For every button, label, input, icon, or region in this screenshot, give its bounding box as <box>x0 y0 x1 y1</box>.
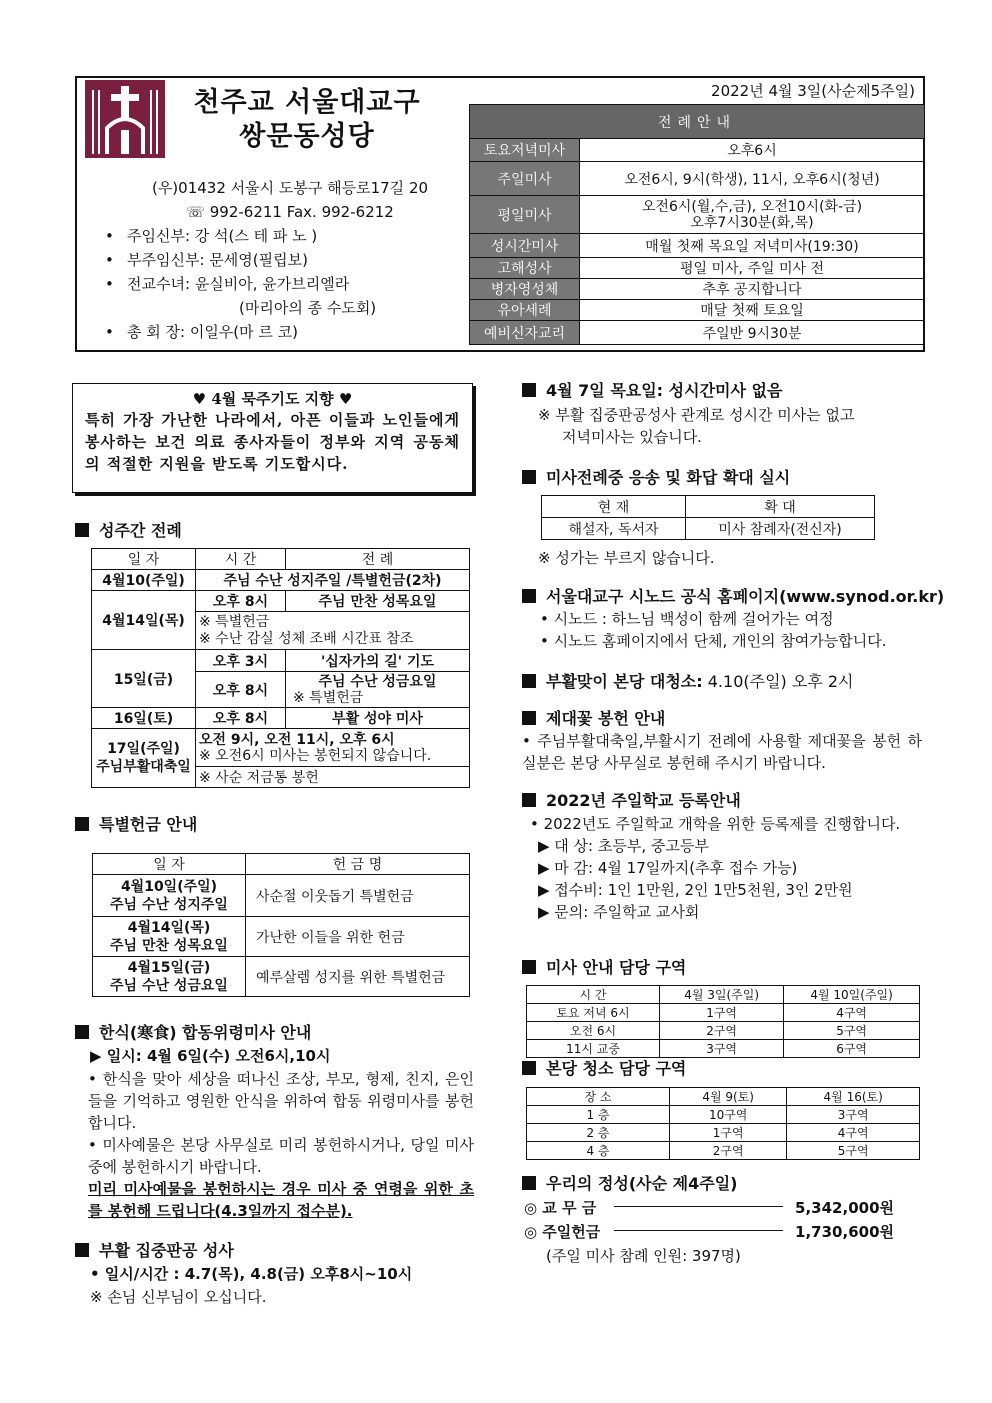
table-cell: 4구역 <box>787 1124 920 1142</box>
square-bullet-icon <box>75 817 89 831</box>
liturgy-key: 유아세례 <box>470 300 580 321</box>
paragraph: • 미사예물은 본당 사무실로 미리 봉헌하시거나, 당일 미사 중에 봉헌하시기 바랍니다. <box>88 1136 474 1176</box>
table-cell: 4월10(주일) <box>92 570 196 591</box>
mass-guide-table <box>526 985 920 1058</box>
finance-heading <box>522 1171 737 1194</box>
liturgy-value-line: 오후7시30분(화,목) <box>690 214 814 231</box>
offering-table <box>92 853 470 997</box>
list-item: ▶ 접수비: 1인 1만원, 2인 1만5천원, 3인 2만원 <box>538 881 853 899</box>
holy-hour-note <box>538 404 918 448</box>
table-cell: 미사 참례자(전신자) <box>686 518 875 540</box>
table-cell <box>196 729 470 767</box>
table-cell: 2 층 <box>527 1124 670 1142</box>
synod-heading <box>522 584 944 607</box>
offering-heading <box>75 812 197 835</box>
table-cell <box>93 875 246 917</box>
confession-time: • 일시/시간 : 4.7(목), 4.8(금) 오후8시~10시 <box>90 1265 413 1283</box>
finance-label: ◎ 교 무 금 <box>524 1199 597 1217</box>
table-cell: 11시 교중 <box>527 1040 660 1058</box>
response-note: ※ 성가는 부르지 않습니다. <box>538 549 715 567</box>
liturgy-value: 오전6시, 9시(학생), 11시, 오후6시(청년) <box>580 162 925 196</box>
table-header: 시 간 <box>196 549 286 570</box>
parish-title-line2: 쌍문동성당 <box>239 121 375 152</box>
table-header: 장 소 <box>527 1088 670 1106</box>
table-cell: 5구역 <box>787 1142 920 1160</box>
table-header: 4월 10일(주일) <box>784 986 920 1004</box>
confession-note: ※ 손님 신부님이 오십니다. <box>90 1288 267 1306</box>
table-text: 오전 9시, 오전 11시, 오후 6시 <box>199 731 395 748</box>
square-bullet-icon <box>522 1176 536 1190</box>
table-cell: 1구역 <box>660 1004 784 1022</box>
list-item: • 2022년도 주일학교 개학을 위한 등록제를 진행합니다. <box>530 815 901 833</box>
table-cell: 2구역 <box>660 1022 784 1040</box>
cleaning-time: 4.10(주일) 오후 2시 <box>707 672 854 691</box>
liturgy-title: 전례안내 <box>470 105 925 139</box>
table-cell: 2구역 <box>670 1142 787 1160</box>
finance-label: ◎ 주일헌금 <box>524 1223 601 1241</box>
square-bullet-icon <box>522 1061 536 1075</box>
liturgy-key: 평일미사 <box>470 196 580 234</box>
liturgy-value: 주일반 9시30분 <box>580 321 925 345</box>
table-note: ※ 특별헌금 <box>293 689 364 706</box>
table-cell: 1구역 <box>670 1124 787 1142</box>
table-text: 주님 수난 성금요일 <box>110 977 228 994</box>
table-cell <box>92 729 196 788</box>
square-bullet-icon <box>522 711 536 725</box>
table-text: 주님 만찬 성목요일 <box>110 937 228 954</box>
liturgy-key: 고해성사 <box>470 258 580 279</box>
table-cell: 10구역 <box>670 1106 787 1124</box>
section-title: 서울대교구 시노드 공식 홈페이지(www.synod.or.kr) <box>546 587 945 606</box>
table-header: 시 간 <box>527 986 660 1004</box>
list-item: • 시노드 : 하느님 백성이 함께 걸어가는 여정 <box>540 610 834 628</box>
table-cell: 15일(금) <box>92 650 196 708</box>
liturgy-value: 오후6시 <box>580 139 925 162</box>
section-title: 한식(寒食) 합동위령미사 안내 <box>99 1023 312 1042</box>
table-note: ※ 오전6시 미사는 봉헌되지 않습니다. <box>199 747 432 764</box>
leader-line <box>614 1230 783 1231</box>
table-cell: 6구역 <box>784 1040 920 1058</box>
mass-guide-heading <box>522 955 686 978</box>
staff-item: • 부주임신부: 문세영(필립보) <box>105 248 475 272</box>
table-text: 4월14일(목) <box>127 919 211 936</box>
table-header: 일 자 <box>92 549 196 570</box>
holy-week-heading <box>75 518 182 541</box>
staff-item: • 전교수녀: 윤실비아, 윤가브리엘라 <box>105 272 475 296</box>
table-cell: 4구역 <box>784 1004 920 1022</box>
bulletin-header <box>75 76 925 352</box>
finance-value: 1,730,600원 <box>795 1223 894 1241</box>
staff-item: • 주임신부: 강 석(스 테 파 노 ) <box>105 224 475 248</box>
liturgy-key: 예비신자교리 <box>470 321 580 345</box>
parish-title-line1: 천주교 서울대교구 <box>193 87 421 118</box>
clean-duty-table <box>526 1087 920 1160</box>
liturgy-value: 평일 미사, 주일 미사 전 <box>580 258 925 279</box>
section-title: 2022년 주일학교 등록안내 <box>546 791 741 810</box>
address: (우)01432 서울시 도봉구 해등로17길 20 <box>151 179 429 197</box>
section-title: 우리의 정성(사순 제4주일) <box>546 1174 738 1193</box>
table-cell <box>286 672 470 708</box>
school-body <box>530 813 925 923</box>
square-bullet-icon <box>522 589 536 603</box>
table-cell: 1 층 <box>527 1106 670 1124</box>
table-text: 4월10일(주일) <box>120 878 218 895</box>
parish-logo <box>85 80 165 158</box>
holy-hour-heading <box>522 378 782 401</box>
table-cell: 부활 성야 미사 <box>286 708 470 729</box>
finance-row <box>524 1196 894 1220</box>
finance-value: 5,342,000원 <box>795 1199 894 1217</box>
liturgy-value: 추후 공지합니다 <box>580 279 925 300</box>
staff-item: • 총 회 장: 이일우(마 르 코) <box>105 320 475 344</box>
finance-row <box>524 1220 894 1244</box>
phone: ☏ 992-6211 Fax. 992-6212 <box>186 203 394 221</box>
list-item: ▶ 문의: 주일학교 교사회 <box>538 903 700 921</box>
table-cell: 4 층 <box>527 1142 670 1160</box>
liturgy-key: 병자영성체 <box>470 279 580 300</box>
list-item: ▶ 대 상: 초등부, 중고등부 <box>538 837 709 855</box>
table-cell: 오후 8시 <box>196 672 286 708</box>
table-header: 4월 9(토) <box>670 1088 787 1106</box>
section-title: 미사전례중 응송 및 화답 확대 실시 <box>546 468 791 487</box>
table-cell: 주님 수난 성지주일 /특별헌금(2차) <box>196 570 470 591</box>
contact-info <box>105 176 475 344</box>
finance-body <box>524 1196 894 1268</box>
square-bullet-icon <box>522 793 536 807</box>
table-cell: 오후 8시 <box>196 708 286 729</box>
table-cell: 주님 만찬 성목요일 <box>286 591 470 612</box>
square-bullet-icon <box>75 1243 89 1257</box>
flowers-heading <box>522 706 665 729</box>
paragraph-emphasis: 미리 미사예물을 봉헌하시는 경우 미사 중 연령을 위한 초를 봉헌해 드립니다(4.3일까지 접수분). <box>88 1180 474 1220</box>
table-note: ※ 사순 저금통 봉헌 <box>196 767 470 788</box>
table-cell: 오후 3시 <box>196 650 286 672</box>
hansik-heading <box>75 1020 311 1043</box>
leader-line <box>614 1206 783 1207</box>
table-cell: 오전 6시 <box>527 1022 660 1040</box>
table-cell: 해설자, 독서자 <box>542 518 686 540</box>
table-text: 4월15일(금) <box>127 959 211 976</box>
table-cell: 토요 저녁 6시 <box>527 1004 660 1022</box>
liturgy-key: 토요저녁미사 <box>470 139 580 162</box>
response-table <box>541 495 875 540</box>
table-cell: 5구역 <box>784 1022 920 1040</box>
finance-note: (주일 미사 참례 인원: 397명) <box>546 1247 741 1265</box>
school-heading <box>522 788 741 811</box>
table-note: ※ 수난 감실 성체 조배 시간표 참조 <box>199 630 414 647</box>
parish-title <box>177 86 437 154</box>
section-title: 성주간 전례 <box>99 521 182 540</box>
response-heading <box>522 465 790 488</box>
table-text: 주님부활대축일 <box>96 759 191 775</box>
hansik-body <box>88 1068 474 1222</box>
table-note: ※ 특별헌금 <box>199 613 270 630</box>
table-cell: 4월14일(목) <box>92 591 196 650</box>
table-text: 주님 수난 성금요일 <box>318 673 437 690</box>
staff-item: (마리아의 종 수도회) <box>239 299 377 317</box>
note-line: 저녁미사는 있습니다. <box>562 428 702 446</box>
table-text: 17일(주일) <box>107 741 180 757</box>
table-cell <box>196 612 470 650</box>
square-bullet-icon <box>522 960 536 974</box>
bulletin-date: 2022년 4월 3일(사순제5주일) <box>711 82 915 100</box>
section-title: 특별헌금 안내 <box>99 815 198 834</box>
square-bullet-icon <box>75 523 89 537</box>
table-header: 전 례 <box>286 549 470 570</box>
list-item: • 시노드 홈페이지에서 단체, 개인의 참여가능합니다. <box>540 632 887 650</box>
liturgy-key: 성시간미사 <box>470 234 580 258</box>
table-cell: 16일(토) <box>92 708 196 729</box>
liturgy-value <box>580 196 925 234</box>
cleaning-line <box>522 669 854 692</box>
table-cell: 3구역 <box>787 1106 920 1124</box>
section-title: 부활 집중판공 성사 <box>99 1241 234 1260</box>
table-cell: '십자가의 길' 기도 <box>286 650 470 672</box>
flowers-body: • 주님부활대축일,부활시기 전례에 사용할 제대꽃을 봉헌 하실분은 본당 사무실로 봉헌해 주시기 바랍니다. <box>522 732 922 772</box>
table-header: 4월 16(토) <box>787 1088 920 1106</box>
table-cell: 예루살렘 성지를 위한 특별헌금 <box>246 957 470 997</box>
section-title: 4월 7일 목요일: 성시간미사 없음 <box>546 381 783 400</box>
confession-heading <box>75 1238 234 1261</box>
table-text: 주님 수난 성지주일 <box>110 896 228 913</box>
holy-week-table <box>91 548 470 788</box>
list-item: ▶ 마 감: 4월 17일까지(추후 접수 가능) <box>538 859 798 877</box>
liturgy-value: 매달 첫째 토요일 <box>580 300 925 321</box>
table-cell <box>93 957 246 997</box>
synod-body <box>540 608 925 652</box>
table-cell: 사순절 이웃돕기 특별헌금 <box>246 875 470 917</box>
prayer-title: ♥ 4월 묵주기도 지향 ♥ <box>192 390 353 408</box>
table-cell: 가난한 이들을 위한 헌금 <box>246 917 470 957</box>
hansik-date: ▶ 일시: 4월 6일(수) 오전6시,10시 <box>90 1047 331 1065</box>
liturgy-key: 주일미사 <box>470 162 580 196</box>
liturgy-value: 매월 첫째 목요일 저녁미사(19:30) <box>580 234 925 258</box>
staff-list <box>105 224 475 344</box>
table-header: 일 자 <box>93 854 246 875</box>
table-header: 4월 3일(주일) <box>660 986 784 1004</box>
square-bullet-icon <box>522 674 536 688</box>
table-header: 현 재 <box>542 496 686 518</box>
paragraph: • 한식을 맞아 세상을 떠나신 조상, 부모, 형제, 친지, 은인들을 기억하고 영원한 안식을 위하여 합동 위령미사를 봉헌합니다. <box>88 1070 474 1132</box>
square-bullet-icon <box>522 383 536 397</box>
table-header: 헌 금 명 <box>246 854 470 875</box>
prayer-intention-box <box>72 383 473 493</box>
square-bullet-icon <box>75 1025 89 1039</box>
liturgy-value-line: 오전6시(월,수,금), 오전10시(화-금) <box>641 198 863 215</box>
prayer-text: 특히 가장 가난한 나라에서, 아픈 이들과 노인들에게 봉사하는 보건 의료 종사자들이 정부와 지역 공동체의 적절한 지원을 받도록 기도합시다. <box>85 411 460 473</box>
table-cell: 오후 8시 <box>196 591 286 612</box>
table-cell: 3구역 <box>660 1040 784 1058</box>
clean-duty-heading <box>522 1056 686 1079</box>
square-bullet-icon <box>522 470 536 484</box>
table-header: 확 대 <box>686 496 875 518</box>
liturgy-table <box>469 104 925 345</box>
section-title: 본당 청소 담당 구역 <box>546 1059 687 1078</box>
section-title: 부활맞이 본당 대청소: <box>546 672 703 691</box>
section-title: 미사 안내 담당 구역 <box>546 958 687 977</box>
table-cell <box>93 917 246 957</box>
note-line: ※ 부활 집중판공성사 관계로 성시간 미사는 없고 <box>538 406 855 424</box>
section-title: 제대꽃 봉헌 안내 <box>546 709 666 728</box>
